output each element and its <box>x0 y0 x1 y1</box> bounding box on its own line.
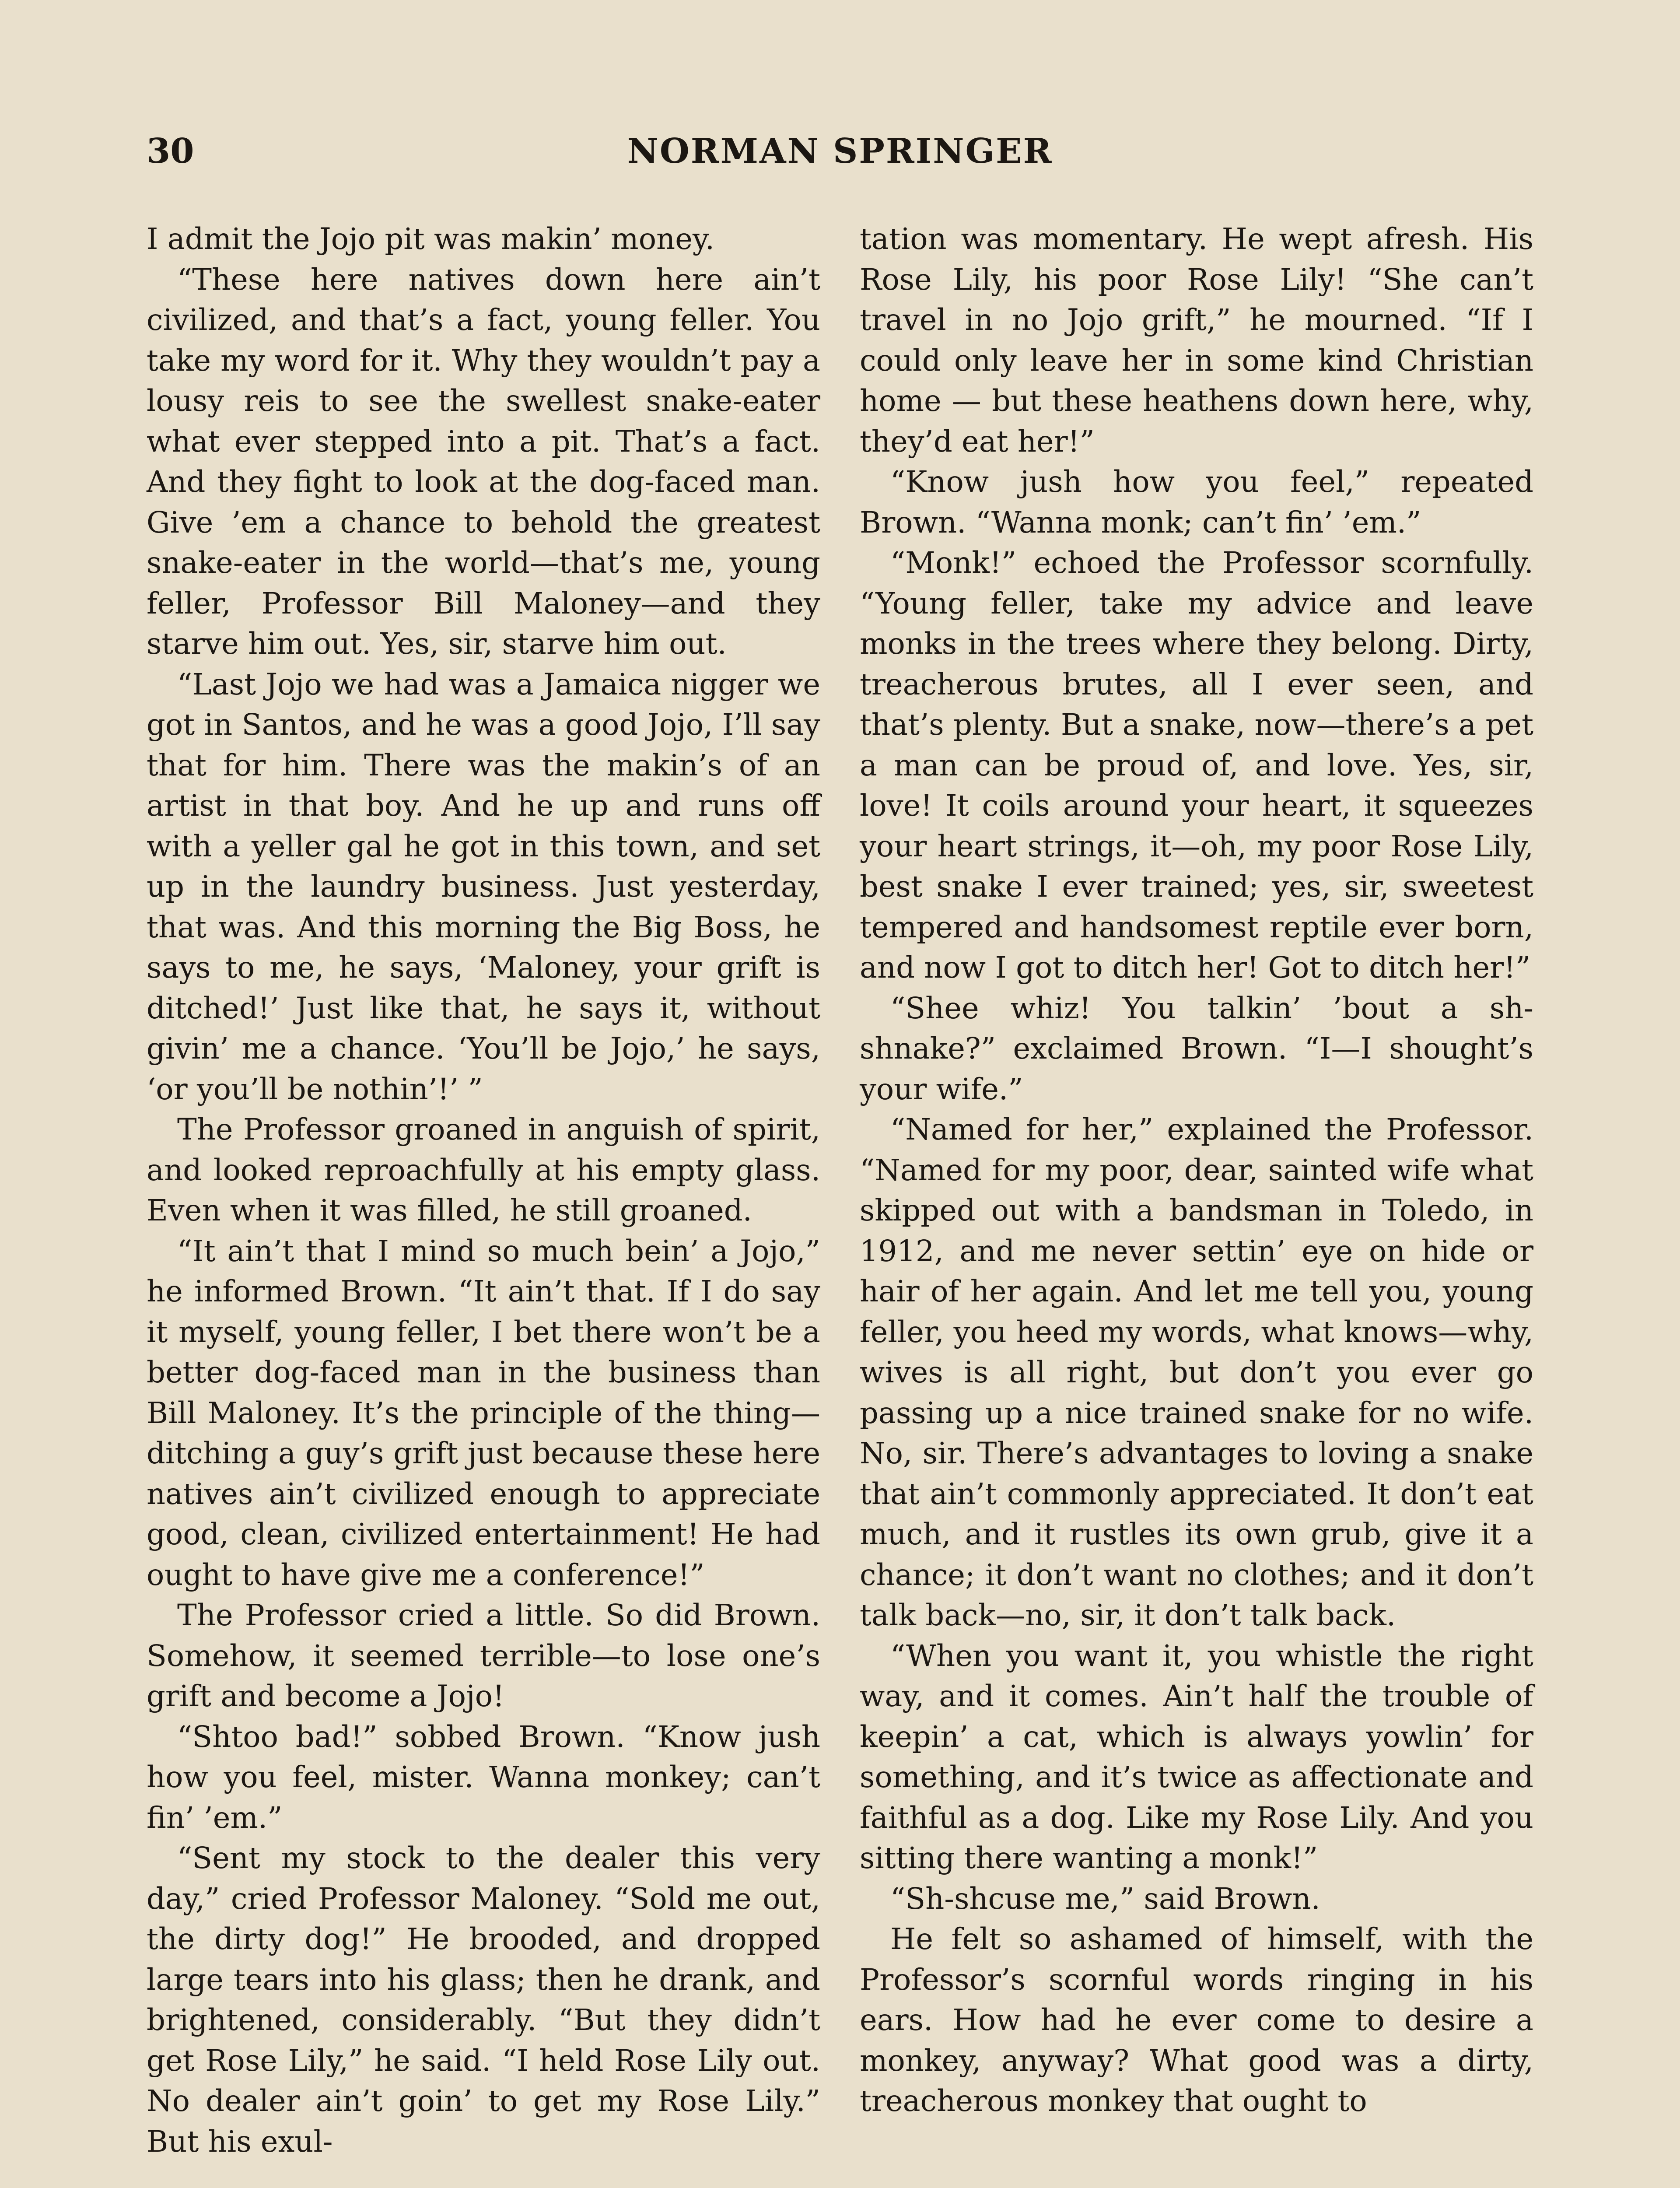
paragraph: The Professor cried a little. So did Brown. Somehow, it seemed terrible—to lose one’s grift and become a Jojo! <box>147 1598 820 1713</box>
paragraph: “Named for her,” explained the Professor. “Named for my poor, dear, sainted wife what skipped out with a bandsman in Toledo, in 1912, and me never settin’ eye on hide or hair of her again. And let me tell you, young feller, you heed my words, what knows—why, wives is all right, but don’t you ever go passing up a nice trained snake for no wife. No, sir. There’s advantages to loving a snake that ain’t commonly appreciated. It don’t eat much, and it rustles its own grub, give it a chance; it don’t want no clothes; and it don’t talk back—no, sir, it don’t talk back. <box>860 1112 1533 1632</box>
running-head: NORMAN SPRINGER <box>627 131 1053 171</box>
right-column <box>860 219 1533 2121</box>
paragraph: “Sh-shcuse me,” said Brown. <box>890 1881 1320 1916</box>
page-header <box>147 131 1533 179</box>
paragraph: “Shtoo bad!” sobbed Brown. “Know jush how you feel, mister. Wanna monkey; can’t fin’ ’em.” <box>147 1719 820 1835</box>
paragraph: “When you want it, you whistle the right way, and it comes. Ain’t half the trouble of keepin’ a cat, which is always yowlin’ for something, and it’s twice as affectionate and faithful as a dog. Like my Rose Lily. And you sitting there wanting a monk!” <box>860 1638 1533 1875</box>
paragraph: “Sent my stock to the dealer this very day,” cried Professor Maloney. “Sold me out, the dirty dog!” He brooded, and dropped large tears into his glass; then he drank, and brightened, considerably. “But they didn’t get Rose Lily,” he said. “I held Rose Lily out. No dealer ain’t goin’ to get my Rose Lily.” But his exul- <box>147 1841 820 2159</box>
paragraph: “Monk!” echoed the Professor scornfully. “Young feller, take my advice and leave monks in the trees where they belong. Dirty, treacherous brutes, all I ever seen, and that’s plenty. But a snake, now—there’s a pet a man can be proud of, and love. Yes, sir, love! It coils around your heart, it squeezes your heart strings, it—oh, my poor Rose Lily, best snake I ever trained; yes, sir, sweetest tempered and handsomest reptile ever born, and now I got to ditch her! Got to ditch her!” <box>860 546 1533 985</box>
paragraph: “It ain’t that I mind so much bein’ a Jojo,” he informed Brown. “It ain’t that. If I do say it myself, young feller, I bet there won’t be a better dog-faced man in the business than Bill Maloney. It’s the principle of the thing—ditching a guy’s grift just because these here natives ain’t civilized enough to appreciate good, clean, civilized entertainment! He had ought to have give me a conference!” <box>147 1234 820 1592</box>
paragraph: “Know jush how you feel,” repeated Brown. “Wanna monk; can’t fin’ ’em.” <box>860 465 1533 540</box>
paragraph: “These here natives down here ain’t civilized, and that’s a fact, young feller. You take my word for it. Why they wouldn’t pay a lousy reis to see the swellest snake-eater what ever stepped into a pit. That’s a fact. And they fight to look at the dog-faced man. Give ’em a chance to behold the greatest snake-eater in the world—that’s me, young feller, Professor Bill Maloney—and they starve him out. Yes, sir, starve him out. <box>147 262 820 661</box>
left-column <box>147 219 820 2162</box>
paragraph: “Shee whiz! You talkin’ ’bout a sh-shnake?” exclaimed Brown. “I—I shought’s your wife.” <box>860 991 1533 1106</box>
paragraph: I admit the Jojo pit was makin’ money. <box>147 222 715 256</box>
page-number: 30 <box>147 131 194 171</box>
paragraph: The Professor groaned in anguish of spirit, and looked reproachfully at his empty glass. Even when it was filled, he still groaned. <box>147 1112 820 1227</box>
paragraph: He felt so ashamed of himself, with the Professor’s scornful words ringing in his ears. How had he ever come to desire a monkey, anyway? What good was a dirty, treacherous monkey that ought to <box>860 1922 1533 2118</box>
paragraph: “Last Jojo we had was a Jamaica nigger we got in Santos, and he was a good Jojo, I’ll say that for him. There was the makin’s of an artist in that boy. And he up and runs off with a yeller gal he got in this town, and set up in the laundry business. Just yesterday, that was. And this morning the Big Boss, he says to me, he says, ‘Maloney, your grift is ditched!’ Just like that, he says it, without givin’ me a chance. ‘You’ll be Jojo,’ he says, ‘or you’ll be nothin’!’ ” <box>147 667 820 1106</box>
paragraph: tation was momentary. He wept afresh. His Rose Lily, his poor Rose Lily! “She can’t travel in no Jojo grift,” he mourned. “If I could only leave her in some kind Christian home — but these heathens down here, why, they’d eat her!” <box>860 222 1533 459</box>
